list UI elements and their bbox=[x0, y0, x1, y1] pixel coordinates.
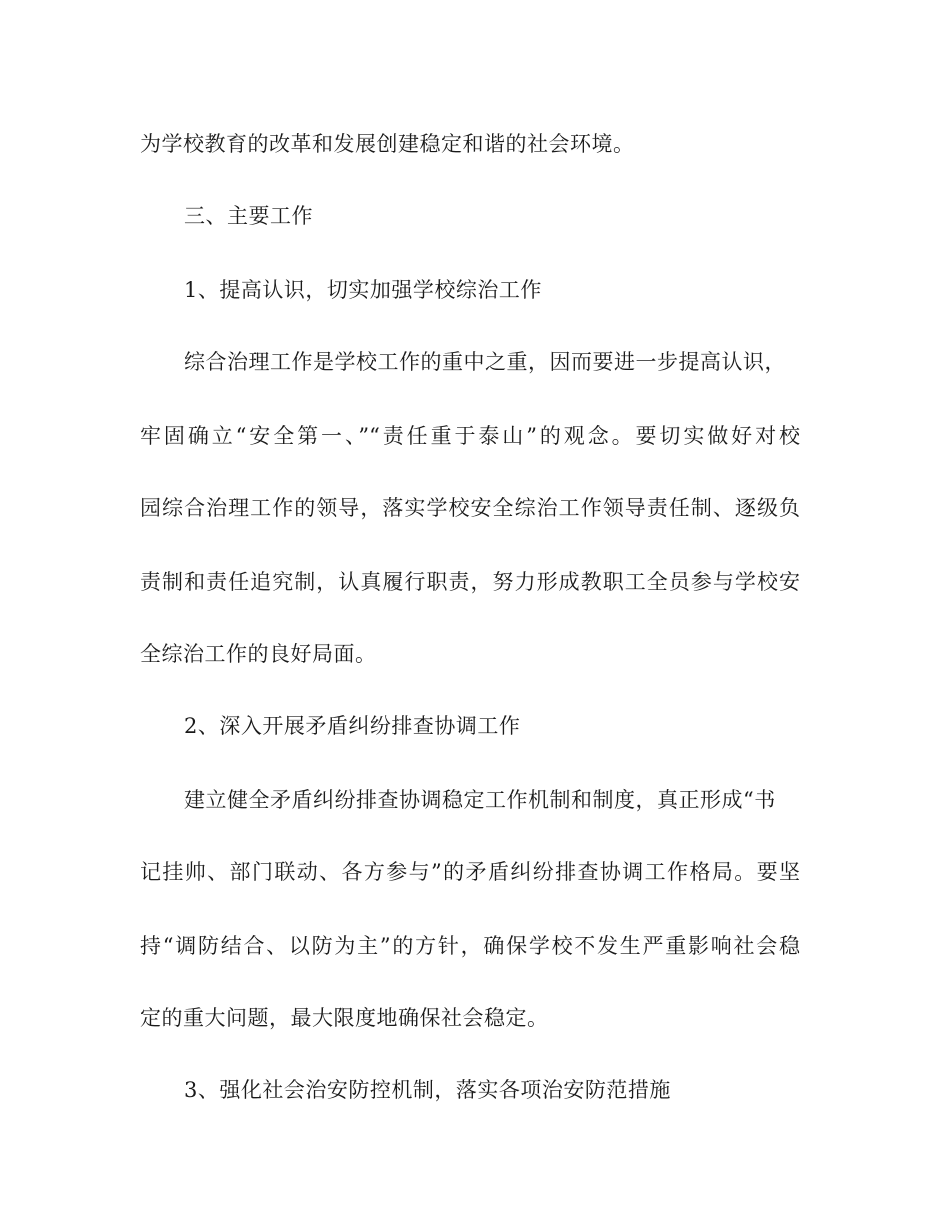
paragraph-line-continuation: 为学校教育的改革和发展创建稳定和谐的社会环境。 bbox=[140, 132, 635, 156]
subheading-raise-awareness: 1、提高认识，切实加强学校综治工作 bbox=[184, 278, 542, 302]
paragraph-line: 责制和责任追究制，认真履行职责，努力形成教职工全员参与学校安 bbox=[140, 570, 800, 594]
paragraph-line: 定的重大问题，最大限度地确保社会稳定。 bbox=[140, 1006, 549, 1030]
paragraph-line: 建立健全矛盾纠纷排查协调稳定工作机制和制度，真正形成“书 bbox=[184, 788, 776, 812]
paragraph-line: 园综合治理工作的领导，落实学校安全综治工作领导责任制、逐级负 bbox=[140, 496, 800, 520]
section-heading-main-work: 三、主要工作 bbox=[184, 204, 313, 228]
paragraph-line: 综合治理工作是学校工作的重中之重，因而要进一步提高认识， bbox=[184, 350, 786, 374]
subheading-public-security: 3、强化社会治安防控机制，落实各项治安防范措施 bbox=[184, 1078, 671, 1102]
paragraph-line: 记挂帅、部门联动、各方参与”的矛盾纠纷排查协调工作格局。要坚 bbox=[140, 860, 800, 884]
paragraph-line: 全综治工作的良好局面。 bbox=[140, 642, 377, 666]
paragraph-line: 持“调防结合、以防为主”的方针，确保学校不发生严重影响社会稳 bbox=[140, 934, 800, 958]
subheading-dispute-screening: 2、深入开展矛盾纠纷排查协调工作 bbox=[184, 714, 521, 738]
paragraph-line: 牢固确立“安全第一、”“责任重于泰山”的观念。要切实做好对校 bbox=[140, 424, 800, 448]
